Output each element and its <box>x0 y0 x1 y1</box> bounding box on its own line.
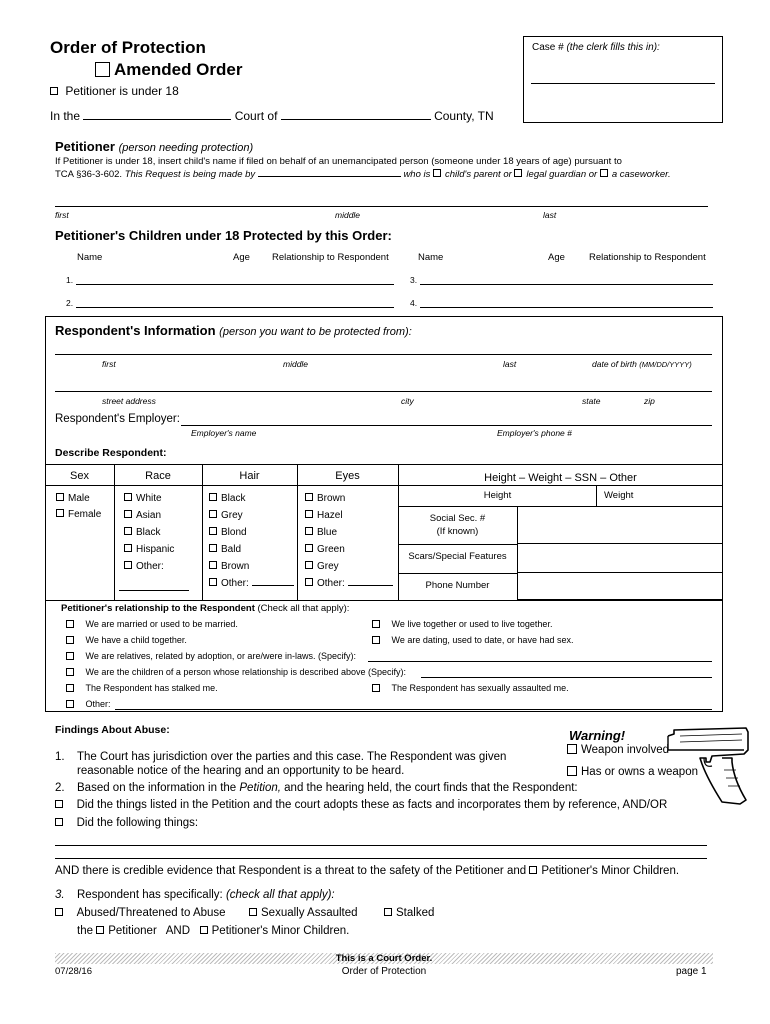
resp-last-label: last <box>503 359 517 369</box>
sexually-assaulted-checkbox[interactable] <box>249 908 257 916</box>
resp-street-label: street address <box>102 396 156 406</box>
rel-married-label: We are married or used to be married. <box>85 619 238 629</box>
court-line <box>50 109 494 123</box>
rel-other-checkbox[interactable] <box>66 700 74 708</box>
children-heading: Petitioner's Children under 18 Protected by this Order: <box>55 228 392 243</box>
petitioner-first-label: first <box>55 210 69 220</box>
hair-other-checkbox[interactable] <box>209 578 217 586</box>
child-4-field[interactable] <box>420 307 713 308</box>
resp-state-label: state <box>582 396 601 406</box>
resp-zip-label: zip <box>644 396 655 406</box>
race-black-checkbox[interactable] <box>124 527 132 535</box>
phone-label: Phone Number <box>425 580 490 591</box>
weight-label: Weight <box>604 490 634 501</box>
rel-live-checkbox[interactable] <box>372 620 380 628</box>
the-petitioner-checkbox[interactable] <box>96 926 104 934</box>
eyes-header: Eyes <box>335 470 360 482</box>
sexually-assaulted-option[interactable] <box>249 907 358 919</box>
rel-relatives-checkbox[interactable] <box>66 652 74 660</box>
children-col-name-2: Name <box>418 252 444 263</box>
stalked-option[interactable] <box>384 907 434 919</box>
eyes-hazel-checkbox[interactable] <box>305 510 313 518</box>
rel-other-label: Other: <box>85 699 111 709</box>
rel-child-option[interactable] <box>66 635 187 645</box>
child-num-4: 4. <box>410 298 418 308</box>
describe-table-top <box>45 464 723 465</box>
resp-dob-format: (MM/DD/YYYY) <box>639 360 692 369</box>
rel-sexually-label: The Respondent has sexually assaulted me. <box>391 683 569 693</box>
children-col-age-2: Age <box>548 252 565 263</box>
hair-header: Hair <box>239 470 260 482</box>
the-petitioner-label: Petitioner <box>108 925 157 937</box>
race-other-option[interactable] <box>124 561 164 572</box>
eyes-blue-checkbox[interactable] <box>305 527 313 535</box>
scars-cell[interactable] <box>517 543 723 573</box>
rel-child-checkbox[interactable] <box>66 636 74 644</box>
child-3-field[interactable] <box>420 284 713 285</box>
ssn-label-2: (If known) <box>436 526 479 537</box>
child-1-field[interactable] <box>76 284 394 285</box>
rel-relatives-option[interactable] <box>66 651 356 661</box>
respondent-address-field[interactable] <box>55 391 712 392</box>
race-hispanic-option[interactable] <box>124 544 174 555</box>
rel-married-option[interactable] <box>66 619 238 629</box>
rel-children-of-label: We are the children of a person whose relationship is described above (Specify): <box>85 667 407 677</box>
finding-1-text-a: The Court has jurisdiction over the parties and this case. The Respondent was given <box>77 751 507 763</box>
rel-children-of-field[interactable] <box>421 677 712 678</box>
eyes-brown-checkbox[interactable] <box>305 493 313 501</box>
finding-2-c: and the hearing held, the court finds that the Respondent: <box>284 782 578 794</box>
respondent-name-field[interactable] <box>55 354 712 355</box>
sex-female-option[interactable] <box>56 509 101 520</box>
minor-children-threat-checkbox[interactable] <box>529 866 537 874</box>
footer-doc-name: Order of Protection <box>341 966 427 977</box>
sex-male-checkbox[interactable] <box>56 493 64 501</box>
court-type-field[interactable] <box>83 119 231 120</box>
phone-cell[interactable] <box>517 572 723 600</box>
finding-1-text-b: reasonable notice of the hearing and an opportunity to be heard. <box>77 765 405 777</box>
eyes-grey-label: Grey <box>317 561 339 572</box>
amended-order-label: Amended Order <box>114 60 243 79</box>
race-hispanic-label: Hispanic <box>136 544 175 555</box>
hair-black-option[interactable] <box>209 493 245 504</box>
petitioners-minor-label: Petitioner's Minor Children. <box>211 925 350 937</box>
and-label: AND <box>165 925 191 937</box>
rel-child-label: We have a child together. <box>85 635 187 645</box>
did-things-label: Did the things listed in the Petition and the court adopts these as facts and incorporates them by reference, AND/OR <box>76 799 668 811</box>
childs-parent-label: child's parent or <box>445 169 512 180</box>
handgun-icon <box>660 720 752 806</box>
rel-married-checkbox[interactable] <box>66 620 74 628</box>
request-by-label: This Request is being made by <box>124 169 256 180</box>
rel-other-option[interactable] <box>66 699 111 709</box>
race-asian-label: Asian <box>136 510 162 521</box>
weapon-involved-label: Weapon involved <box>581 744 670 756</box>
rel-children-of-option[interactable] <box>66 667 406 677</box>
resp-first-label: first <box>102 359 116 369</box>
hair-black-label: Black <box>221 493 246 504</box>
county-label: County, TN <box>434 109 494 123</box>
race-asian-checkbox[interactable] <box>124 510 132 518</box>
petitioner-last-label: last <box>543 210 557 220</box>
handgun-graphic <box>660 720 752 806</box>
legal-guardian-checkbox[interactable] <box>514 169 522 177</box>
did-things-option[interactable] <box>55 799 667 811</box>
employer-field[interactable] <box>181 425 712 426</box>
sex-male-label: Male <box>68 493 90 504</box>
children-col-age-1: Age <box>233 252 250 263</box>
childs-parent-checkbox[interactable] <box>433 169 441 177</box>
stalked-label: Stalked <box>396 907 435 919</box>
has-weapon-label: Has or owns a weapon <box>581 766 698 778</box>
hair-blond-option[interactable] <box>209 527 247 538</box>
race-black-label: Black <box>136 527 161 538</box>
race-white-checkbox[interactable] <box>124 493 132 501</box>
requester-name-field[interactable] <box>258 176 401 177</box>
did-following-checkbox[interactable] <box>55 818 63 826</box>
ssn-cell[interactable] <box>517 506 723 544</box>
hair-grey-checkbox[interactable] <box>209 510 217 518</box>
eyes-hazel-label: Hazel <box>317 510 343 521</box>
did-following-label: Did the following things: <box>76 817 199 829</box>
eyes-blue-label: Blue <box>317 527 338 538</box>
hair-grey-label: Grey <box>221 510 243 521</box>
eyes-other-label: Other: <box>317 578 345 589</box>
caseworker-label: a caseworker. <box>611 169 671 180</box>
hair-brown-option[interactable] <box>209 561 249 572</box>
finding-3-text <box>77 889 335 901</box>
hair-other-option[interactable] <box>209 578 294 589</box>
petitioner-intro-1: If Petitioner is under 18, insert child's name if filed on behalf of an unemancipated person (someone under 18 years of age) pursuant to <box>55 156 622 167</box>
ssn-row-rule <box>398 544 517 545</box>
eyes-brown-label: Brown <box>317 493 346 504</box>
did-things-checkbox[interactable] <box>55 800 63 808</box>
hair-brown-checkbox[interactable] <box>209 561 217 569</box>
hair-blond-label: Blond <box>221 527 247 538</box>
case-note: (the clerk fills this in): <box>566 42 660 53</box>
petitioner-heading-note: (person needing protection) <box>118 142 254 154</box>
describe-table-bottom <box>45 600 723 601</box>
rel-dating-option[interactable] <box>372 635 573 645</box>
rel-children-of-checkbox[interactable] <box>66 668 74 676</box>
weapon-involved-checkbox[interactable] <box>567 744 577 754</box>
eyes-other-checkbox[interactable] <box>305 578 313 586</box>
sexually-assaulted-label: Sexually Assaulted <box>261 907 358 919</box>
petitioner-under-18-checkbox[interactable] <box>50 87 58 95</box>
race-white-option[interactable] <box>124 493 162 504</box>
ssn-label <box>398 512 517 538</box>
tca-ref: TCA §36-3-602. <box>55 169 123 180</box>
legal-guardian-label: legal guardian or <box>526 169 598 180</box>
rel-other-field[interactable] <box>115 709 712 710</box>
children-col-name-1: Name <box>77 252 103 263</box>
warning-title: Warning! <box>569 728 626 743</box>
has-weapon-checkbox[interactable] <box>567 766 577 776</box>
finding-2-num: 2. <box>55 782 65 794</box>
who-is-label: who is <box>403 169 431 180</box>
petitioner-under-18-label: Petitioner is under 18 <box>65 84 179 98</box>
finding-3-a: Respondent has specifically: <box>77 889 223 901</box>
describe-col-sep-1 <box>114 464 115 600</box>
rel-sexually-option[interactable] <box>372 683 569 693</box>
hair-other-label: Other: <box>221 578 249 589</box>
finding-2-a: Based on the information in the <box>77 782 237 794</box>
race-white-label: White <box>136 493 162 504</box>
height-label: Height <box>483 490 512 501</box>
race-header: Race <box>145 470 171 482</box>
weapon-involved-option[interactable] <box>567 744 669 756</box>
describe-col-sep-3 <box>297 464 298 600</box>
htws-header: Height – Weight – SSN – Other <box>484 472 637 484</box>
race-asian-option[interactable] <box>124 510 161 521</box>
child-num-1: 1. <box>66 275 74 285</box>
finding-2-text <box>77 782 578 794</box>
resp-city-label: city <box>401 396 414 406</box>
rel-dating-checkbox[interactable] <box>372 636 380 644</box>
amended-order-option[interactable] <box>95 60 242 80</box>
court-order-text: This is a Court Order. <box>335 953 433 964</box>
abused-option[interactable] <box>55 907 226 919</box>
children-col-rel-1: Relationship to Respondent <box>272 252 389 263</box>
case-label: Case # <box>532 42 564 53</box>
resp-dob-label <box>592 359 692 369</box>
case-number-box <box>523 36 723 123</box>
petitioner-middle-label: middle <box>335 210 361 220</box>
rel-live-option[interactable] <box>372 619 552 629</box>
employer-label: Respondent's Employer: <box>55 413 180 425</box>
rel-relatives-label: We are relatives, related by adoption, or are/were in-laws. (Specify): <box>85 651 356 661</box>
scars-label: Scars/Special Features <box>408 551 507 562</box>
ssn-label-1: Social Sec. # <box>429 513 486 524</box>
child-2-field[interactable] <box>76 307 394 308</box>
race-other-field[interactable] <box>119 590 189 591</box>
in-the-label: In the <box>50 109 81 123</box>
eyes-grey-checkbox[interactable] <box>305 561 313 569</box>
eyes-grey-option[interactable] <box>305 561 339 572</box>
footer-date: 07/28/16 <box>55 966 92 977</box>
did-following-field-2[interactable] <box>55 858 707 859</box>
hair-bald-checkbox[interactable] <box>209 544 217 552</box>
did-following-field-1[interactable] <box>55 845 707 846</box>
eyes-green-option[interactable] <box>305 544 345 555</box>
petitioner-intro-2 <box>55 169 671 180</box>
credible-evidence-line <box>55 865 679 877</box>
sex-female-checkbox[interactable] <box>56 509 64 517</box>
race-other-checkbox[interactable] <box>124 561 132 569</box>
resp-dob-text: date of birth <box>592 359 637 369</box>
eyes-blue-option[interactable] <box>305 527 337 538</box>
county-name-field[interactable] <box>281 119 431 120</box>
rel-dating-label: We are dating, used to date, or have had sex. <box>391 635 574 645</box>
petitioner-name-field[interactable] <box>55 206 708 207</box>
petitioner-under-18-option[interactable] <box>50 84 179 98</box>
eyes-other-option[interactable] <box>305 578 393 589</box>
hair-other-field[interactable] <box>252 585 294 586</box>
sex-header: Sex <box>70 470 89 482</box>
scars-row-rule <box>398 573 517 574</box>
relationship-heading-label: Petitioner's relationship to the Respondent <box>61 603 255 614</box>
child-num-2: 2. <box>66 298 74 308</box>
race-hispanic-checkbox[interactable] <box>124 544 132 552</box>
children-col-rel-2: Relationship to Respondent <box>589 252 706 263</box>
case-number-field[interactable] <box>531 83 715 84</box>
race-black-option[interactable] <box>124 527 160 538</box>
hair-bald-label: Bald <box>221 544 242 555</box>
hair-bald-option[interactable] <box>209 544 241 555</box>
relationship-heading-note: (Check all that apply): <box>257 603 350 614</box>
petitioner-heading-label: Petitioner <box>55 139 115 154</box>
petitioner-heading <box>55 139 253 154</box>
rel-sexually-checkbox[interactable] <box>372 684 380 692</box>
describe-respondent-label: Describe Respondent: <box>55 447 167 459</box>
respondent-heading-note: (person you want to be protected from): <box>219 326 412 338</box>
court-of-label: Court of <box>234 109 278 123</box>
relationship-heading <box>61 603 349 614</box>
hair-brown-label: Brown <box>221 561 250 572</box>
eyes-green-label: Green <box>317 544 345 555</box>
sex-female-label: Female <box>68 509 102 520</box>
hair-grey-option[interactable] <box>209 510 243 521</box>
finding-2-petition: Petition, <box>239 782 281 794</box>
findings-heading: Findings About Abuse: <box>55 724 170 736</box>
caseworker-checkbox[interactable] <box>600 169 608 177</box>
describe-col-sep-2 <box>202 464 203 600</box>
eyes-green-checkbox[interactable] <box>305 544 313 552</box>
finding-1-num: 1. <box>55 751 65 763</box>
eyes-brown-option[interactable] <box>305 493 345 504</box>
employer-phone-label: Employer's phone # <box>497 428 572 438</box>
rel-live-label: We live together or used to live together. <box>391 619 553 629</box>
footer-page: page 1 <box>676 966 707 977</box>
petitioners-minor-checkbox[interactable] <box>200 926 208 934</box>
amended-order-checkbox[interactable] <box>95 62 110 77</box>
resp-middle-label: middle <box>283 359 309 369</box>
eyes-hazel-option[interactable] <box>305 510 343 521</box>
finding-3-b: (check all that apply): <box>225 889 335 901</box>
finding-3-num: 3. <box>55 889 65 901</box>
credible-evidence-label: AND there is credible evidence that Respondent is a threat to the safety of the Petitioner and <box>55 865 527 877</box>
rel-relatives-field[interactable] <box>368 661 712 662</box>
hair-black-checkbox[interactable] <box>209 493 217 501</box>
race-other-label: Other: <box>136 561 164 572</box>
respondent-heading-label: Respondent's Information <box>55 323 216 338</box>
the-petitioner-line <box>77 925 349 937</box>
employer-name-label: Employer's name <box>191 428 257 438</box>
stalked-checkbox[interactable] <box>384 908 392 916</box>
the-label: the <box>77 925 93 937</box>
minor-children-threat-label: Petitioner's Minor Children. <box>541 865 680 877</box>
respondent-heading <box>55 323 412 338</box>
child-num-3: 3. <box>410 275 418 285</box>
did-following-option[interactable] <box>55 817 198 829</box>
sex-male-option[interactable] <box>56 493 90 504</box>
rel-stalked-option[interactable] <box>66 683 218 693</box>
eyes-other-field[interactable] <box>348 585 393 586</box>
page-title: Order of Protection <box>50 38 206 57</box>
rel-stalked-checkbox[interactable] <box>66 684 74 692</box>
abused-label: Abused/Threatened to Abuse <box>76 907 226 919</box>
rel-stalked-label: The Respondent has stalked me. <box>85 683 218 693</box>
abused-checkbox[interactable] <box>55 908 63 916</box>
hair-blond-checkbox[interactable] <box>209 527 217 535</box>
